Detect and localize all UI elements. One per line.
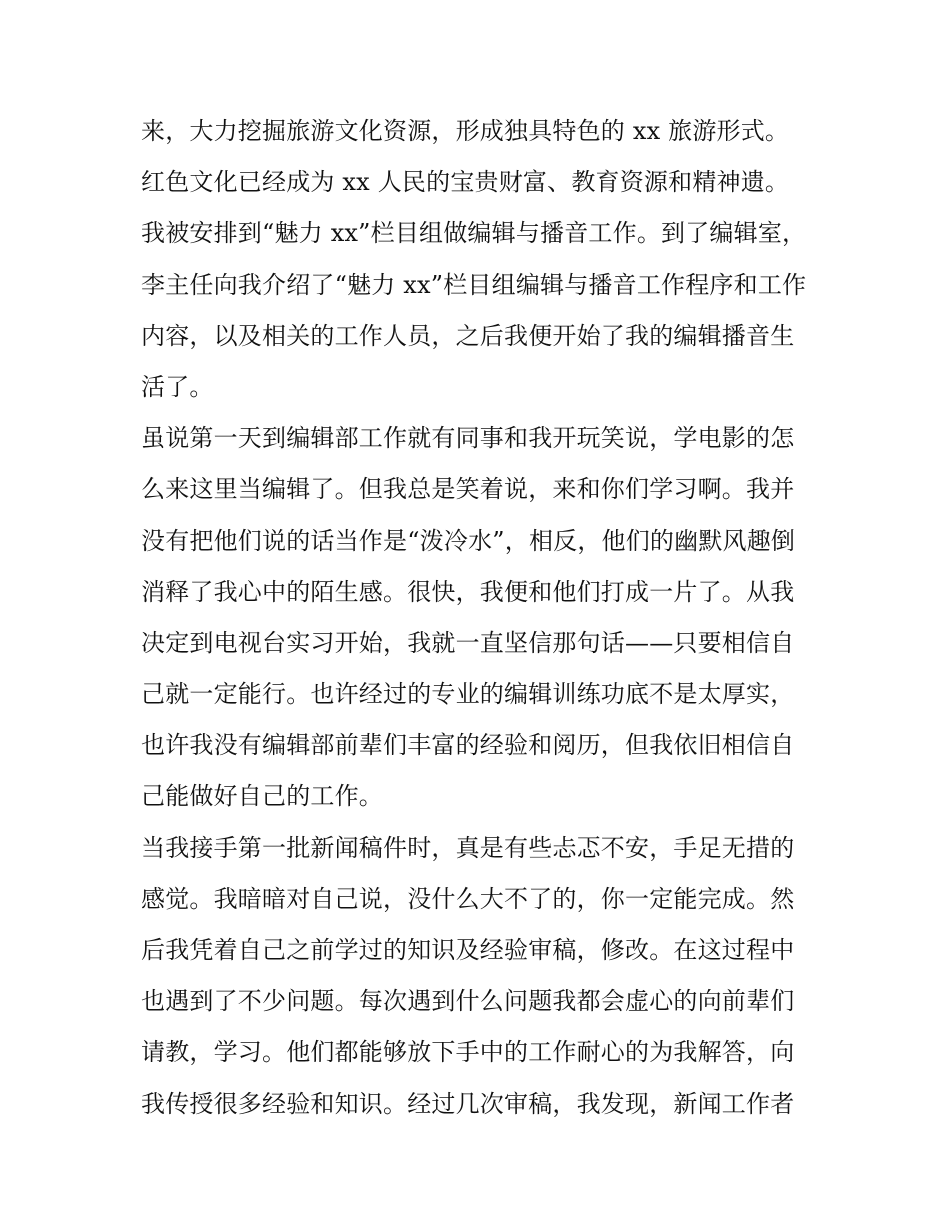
text-line: 我传授很多经验和知识。经过几次审稿，我发现，新闻工作者 (141, 1089, 795, 1118)
text-line: 我被安排到“魅力 xx”栏目组做编辑与播音工作。到了编辑室， (141, 219, 807, 248)
text-line: 决定到电视台实习开始，我就一直坚信那句话——只要相信自 (141, 628, 795, 657)
text-line: 己能做好自己的工作。 (141, 782, 383, 811)
text-line: 也许我没有编辑部前辈们丰富的经验和阅历，但我依旧相信自 (141, 731, 795, 760)
text-line: 也遇到了不少问题。每次遇到什么问题我都会虚心的向前辈们 (141, 987, 795, 1016)
text-line: 没有把他们说的话当作是“泼冷水”，相反，他们的幽默风趣倒 (141, 526, 796, 555)
text-line: 感觉。我暗暗对自己说，没什么大不了的，你一定能完成。然 (141, 884, 795, 913)
text-line: 后我凭着自己之前学过的知识及经验审稿，修改。在这过程中 (141, 936, 795, 964)
text-line: 么来这里当编辑了。但我总是笑着说，来和你们学习啊。我并 (141, 475, 795, 504)
text-line: 李主任向我介绍了“魅力 xx”栏目组编辑与播音工作程序和工作 (141, 270, 807, 299)
text-line: 当我接手第一批新闻稿件时，真是有些忐忑不安，手足无措的 (141, 833, 795, 862)
body-text (141, 106, 821, 1130)
text-line: 己就一定能行。也许经过的专业的编辑训练功底不是太厚实， (141, 680, 795, 709)
text-line: 请教，学习。他们都能够放下手中的工作耐心的为我解答，向 (141, 1038, 795, 1067)
text-line: 来，大力挖掘旅游文化资源，形成独具特色的 xx 旅游形式。 (141, 117, 790, 145)
text-line: 虽说第一天到编辑部工作就有同事和我开玩笑说，学电影的怎 (141, 424, 795, 453)
text-line: 消释了我心中的陌生感。很快，我便和他们打成一片了。从我 (141, 577, 795, 606)
text-line: 内容，以及相关的工作人员，之后我便开始了我的编辑播音生 (141, 321, 795, 350)
text-line: 红色文化已经成为 xx 人民的宝贵财富、教育资源和精神遗。 (141, 168, 790, 197)
text-line: 活了。 (141, 372, 214, 401)
